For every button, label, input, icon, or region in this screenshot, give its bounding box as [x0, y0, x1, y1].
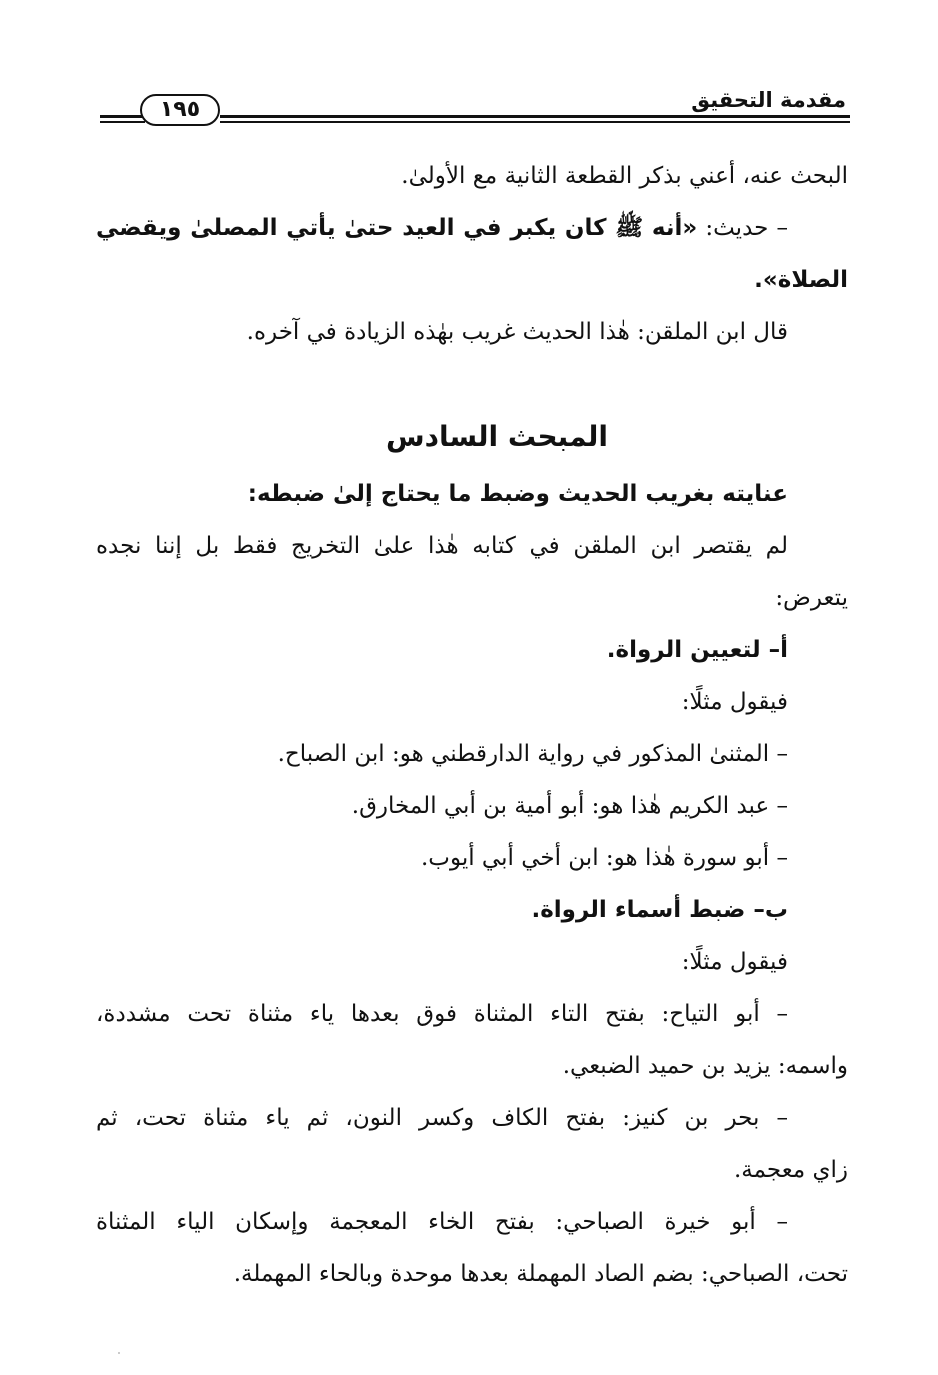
header-rule — [220, 115, 850, 118]
paragraph-line: لم يقتصر ابن الملقن في كتابه هٰذا علىٰ التخريج فقط بل إننا نجده — [96, 533, 788, 559]
list-item: – بحر بن كنيز: بفتح الكاف وكسر النون، ثم ياء مثناة تحت، ثم — [96, 1105, 788, 1131]
paragraph-line: قال ابن الملقن: هٰذا الحديث غريب بهٰذه الزيادة في آخره. — [246, 319, 788, 345]
list-item-continued: زاي معجمة. — [733, 1157, 848, 1183]
section-heading: المبحث السادس — [385, 420, 608, 453]
list-intro: فيقول مثلًا: — [681, 689, 788, 715]
subheading: عنايته بغريب الحديث وضبط ما يحتاج إلىٰ ضبطه: — [247, 481, 788, 507]
paragraph-line: يتعرض: — [775, 585, 848, 611]
list-heading-a: أ– لتعيين الرواة. — [606, 637, 788, 663]
list-heading-b: ب– ضبط أسماء الرواة. — [531, 897, 788, 923]
spacer — [96, 358, 848, 406]
header-rule — [100, 115, 145, 118]
paragraph-line — [96, 202, 848, 254]
list-item-continued: تحت، الصباحي: بضم الصاد المهملة بعدها موحدة وبالحاء المهملة. — [233, 1261, 848, 1287]
header-rule — [100, 121, 145, 123]
scan-speck — [118, 1352, 120, 1354]
hadith-text: «أنه ﷺ كان يكبر في العيد حتىٰ يأتي المصلىٰ ويقضي — [96, 215, 698, 241]
list-item: – عبد الكريم هٰذا هو: أبو أمية بن أبي المخارق. — [351, 793, 788, 819]
page-number: ١٩٥ — [140, 94, 220, 126]
list-item: – أبو خيرة الصباحي: بفتح الخاء المعجمة وإسكان الياء المثناة — [96, 1209, 788, 1235]
running-title: مقدمة التحقيق — [691, 88, 846, 112]
hadith-text-continued: الصلاة». — [754, 267, 848, 293]
paragraph-line: البحث عنه، أعني بذكر القطعة الثانية مع الأولىٰ. — [401, 163, 848, 189]
page-body — [96, 150, 848, 1300]
list-item: – أبو التياح: بفتح التاء المثناة فوق بعدها ياء مثناة تحت مشددة، — [96, 1001, 788, 1027]
page-header — [100, 86, 850, 126]
hadith-prefix: – حديث: — [697, 215, 788, 241]
list-intro: فيقول مثلًا: — [681, 949, 788, 975]
list-item: – أبو سورة هٰذا هو: ابن أخي أبي أيوب. — [420, 845, 788, 871]
list-item: – المثنىٰ المذكور في رواية الدارقطني هو: ابن الصباح. — [277, 741, 788, 767]
header-rule — [220, 121, 850, 123]
list-item-continued: واسمه: يزيد بن حميد الضبعي. — [562, 1053, 848, 1079]
